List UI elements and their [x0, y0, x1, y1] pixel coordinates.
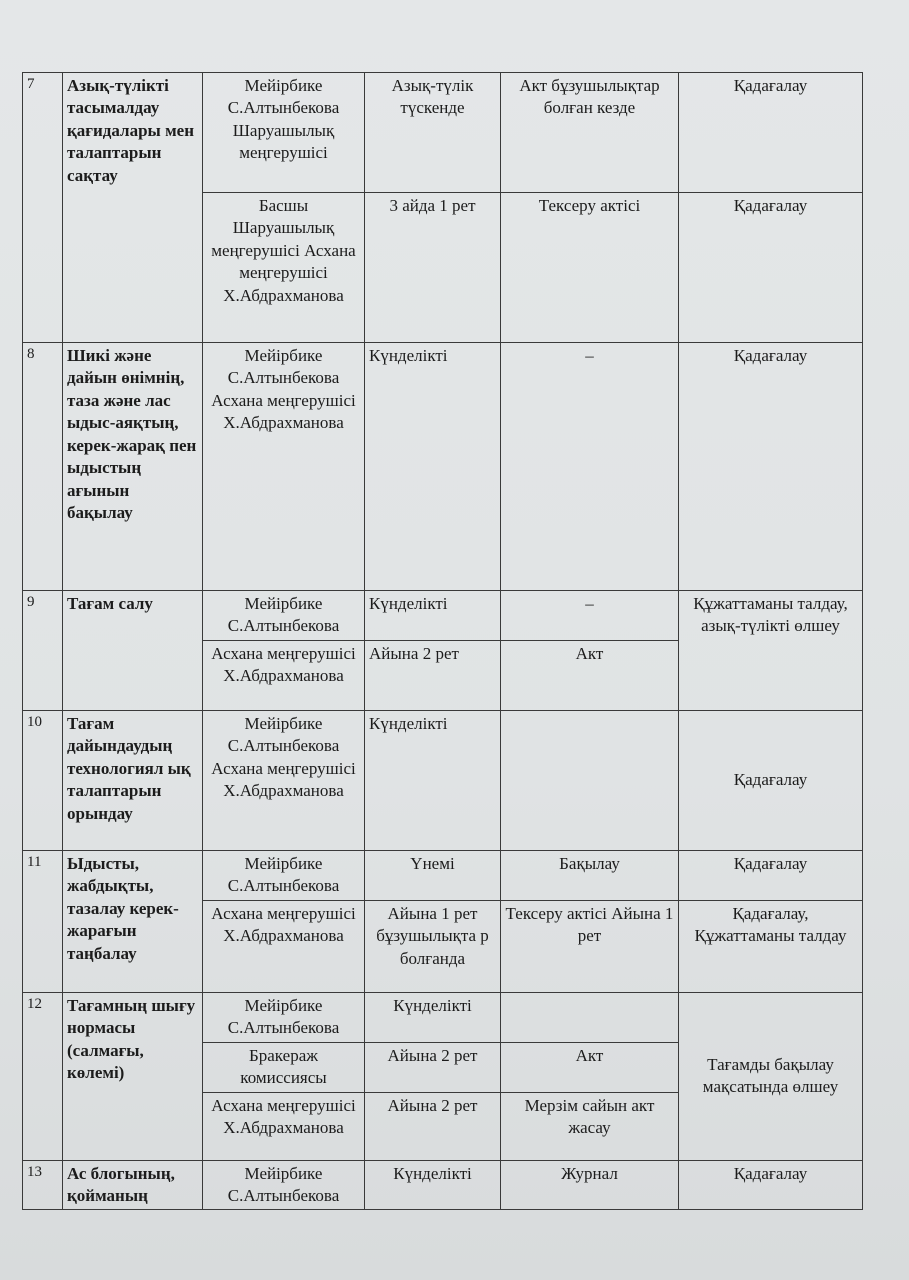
document-cell	[501, 710, 679, 850]
control-form-cell: Қадағалау	[679, 1160, 863, 1210]
table-row	[23, 343, 863, 591]
control-form-cell: Қадағалау	[679, 193, 863, 343]
document-cell: Тексеру актісі Айына 1 рет	[501, 900, 679, 992]
control-form-cell: Құжаттаманы талдау, азық-түлікті өлшеу	[679, 591, 863, 711]
frequency-cell: Үнемі	[365, 850, 501, 900]
frequency-cell: Күнделікті	[365, 591, 501, 641]
control-form-cell: Тағамды бақылау мақсатында өлшеу	[679, 992, 863, 1160]
frequency-cell: Азық-түлік түскенде	[365, 73, 501, 193]
frequency-cell: Күнделікті	[365, 1160, 501, 1210]
frequency-cell: Күнделікті	[365, 992, 501, 1042]
row-number: 10	[23, 710, 63, 850]
responsible-cell: Мейірбике С.Алтынбекова Асхана меңгерушісі Х.Абдрахманова	[203, 343, 365, 591]
table-row	[23, 850, 863, 900]
task-cell: Ыдысты, жабдықты, тазалау керек-жарағын таңбалау	[63, 850, 203, 992]
document-cell: Мерзім сайын акт жасау	[501, 1092, 679, 1160]
responsible-cell: Мейірбике С.Алтынбекова	[203, 992, 365, 1042]
responsible-cell: Мейірбике С.Алтынбекова Асхана меңгерушісі Х.Абдрахманова	[203, 710, 365, 850]
row-number: 12	[23, 992, 63, 1160]
responsible-cell: Мейірбике С.Алтынбекова	[203, 850, 365, 900]
control-form-cell: Қадағалау	[679, 710, 863, 850]
responsible-cell: Асхана меңгерушісі Х.Абдрахманова	[203, 900, 365, 992]
frequency-cell: Күнделікті	[365, 343, 501, 591]
frequency-cell: Айына 2 рет	[365, 1092, 501, 1160]
task-cell: Тағам дайындаудың технологиял ық талаптарын орындау	[63, 710, 203, 850]
table-row	[23, 591, 863, 641]
frequency-cell: Айына 1 рет бұзушылықта р болғанда	[365, 900, 501, 992]
responsible-cell: Мейірбике С.Алтынбекова Шаруашылық меңгерушісі	[203, 73, 365, 193]
document-cell	[501, 992, 679, 1042]
task-cell: Азық-түлікті тасымалдау қағидалары мен талаптарын сақтау	[63, 73, 203, 343]
responsible-cell: Мейірбике С.Алтынбекова	[203, 591, 365, 641]
row-number: 8	[23, 343, 63, 591]
responsible-cell: Мейірбике С.Алтынбекова	[203, 1160, 365, 1210]
frequency-cell: Айына 2 рет	[365, 640, 501, 710]
document-cell: Журнал	[501, 1160, 679, 1210]
frequency-cell: Айына 2 рет	[365, 1042, 501, 1092]
document-cell: Акт	[501, 1042, 679, 1092]
control-plan-table	[22, 72, 863, 1210]
responsible-cell: Асхана меңгерушісі Х.Абдрахманова	[203, 1092, 365, 1160]
frequency-cell: Күнделікті	[365, 710, 501, 850]
row-number: 13	[23, 1160, 63, 1210]
task-cell: Шикі және дайын өнімнің, таза және лас ыдыс-аяқтың, керек-жарақ пен ыдыстың ағынын бақылау	[63, 343, 203, 591]
row-number: 9	[23, 591, 63, 711]
row-number: 11	[23, 850, 63, 992]
document-cell: Бақылау	[501, 850, 679, 900]
control-form-cell: Қадағалау	[679, 73, 863, 193]
task-cell: Тағам салу	[63, 591, 203, 711]
table-row	[23, 992, 863, 1042]
responsible-cell: Басшы Шаруашылық меңгерушісі Асхана меңгерушісі Х.Абдрахманова	[203, 193, 365, 343]
task-cell: Тағамның шығу нормасы (салмағы, көлемі)	[63, 992, 203, 1160]
table-row	[23, 710, 863, 850]
responsible-cell: Бракераж комиссиясы	[203, 1042, 365, 1092]
table-row	[23, 1160, 863, 1210]
document-cell: Акт	[501, 640, 679, 710]
table-row	[23, 73, 863, 193]
frequency-cell: 3 айда 1 рет	[365, 193, 501, 343]
document-cell: –	[501, 343, 679, 591]
responsible-cell: Асхана меңгерушісі Х.Абдрахманова	[203, 640, 365, 710]
row-number: 7	[23, 73, 63, 343]
document-cell: Тексеру актісі	[501, 193, 679, 343]
control-form-cell: Қадағалау, Құжаттаманы талдау	[679, 900, 863, 992]
document-cell: Акт бұзушылықтар болған кезде	[501, 73, 679, 193]
task-cell: Ас блогының, қойманың	[63, 1160, 203, 1210]
control-form-cell: Қадағалау	[679, 343, 863, 591]
control-form-cell: Қадағалау	[679, 850, 863, 900]
document-cell: –	[501, 591, 679, 641]
